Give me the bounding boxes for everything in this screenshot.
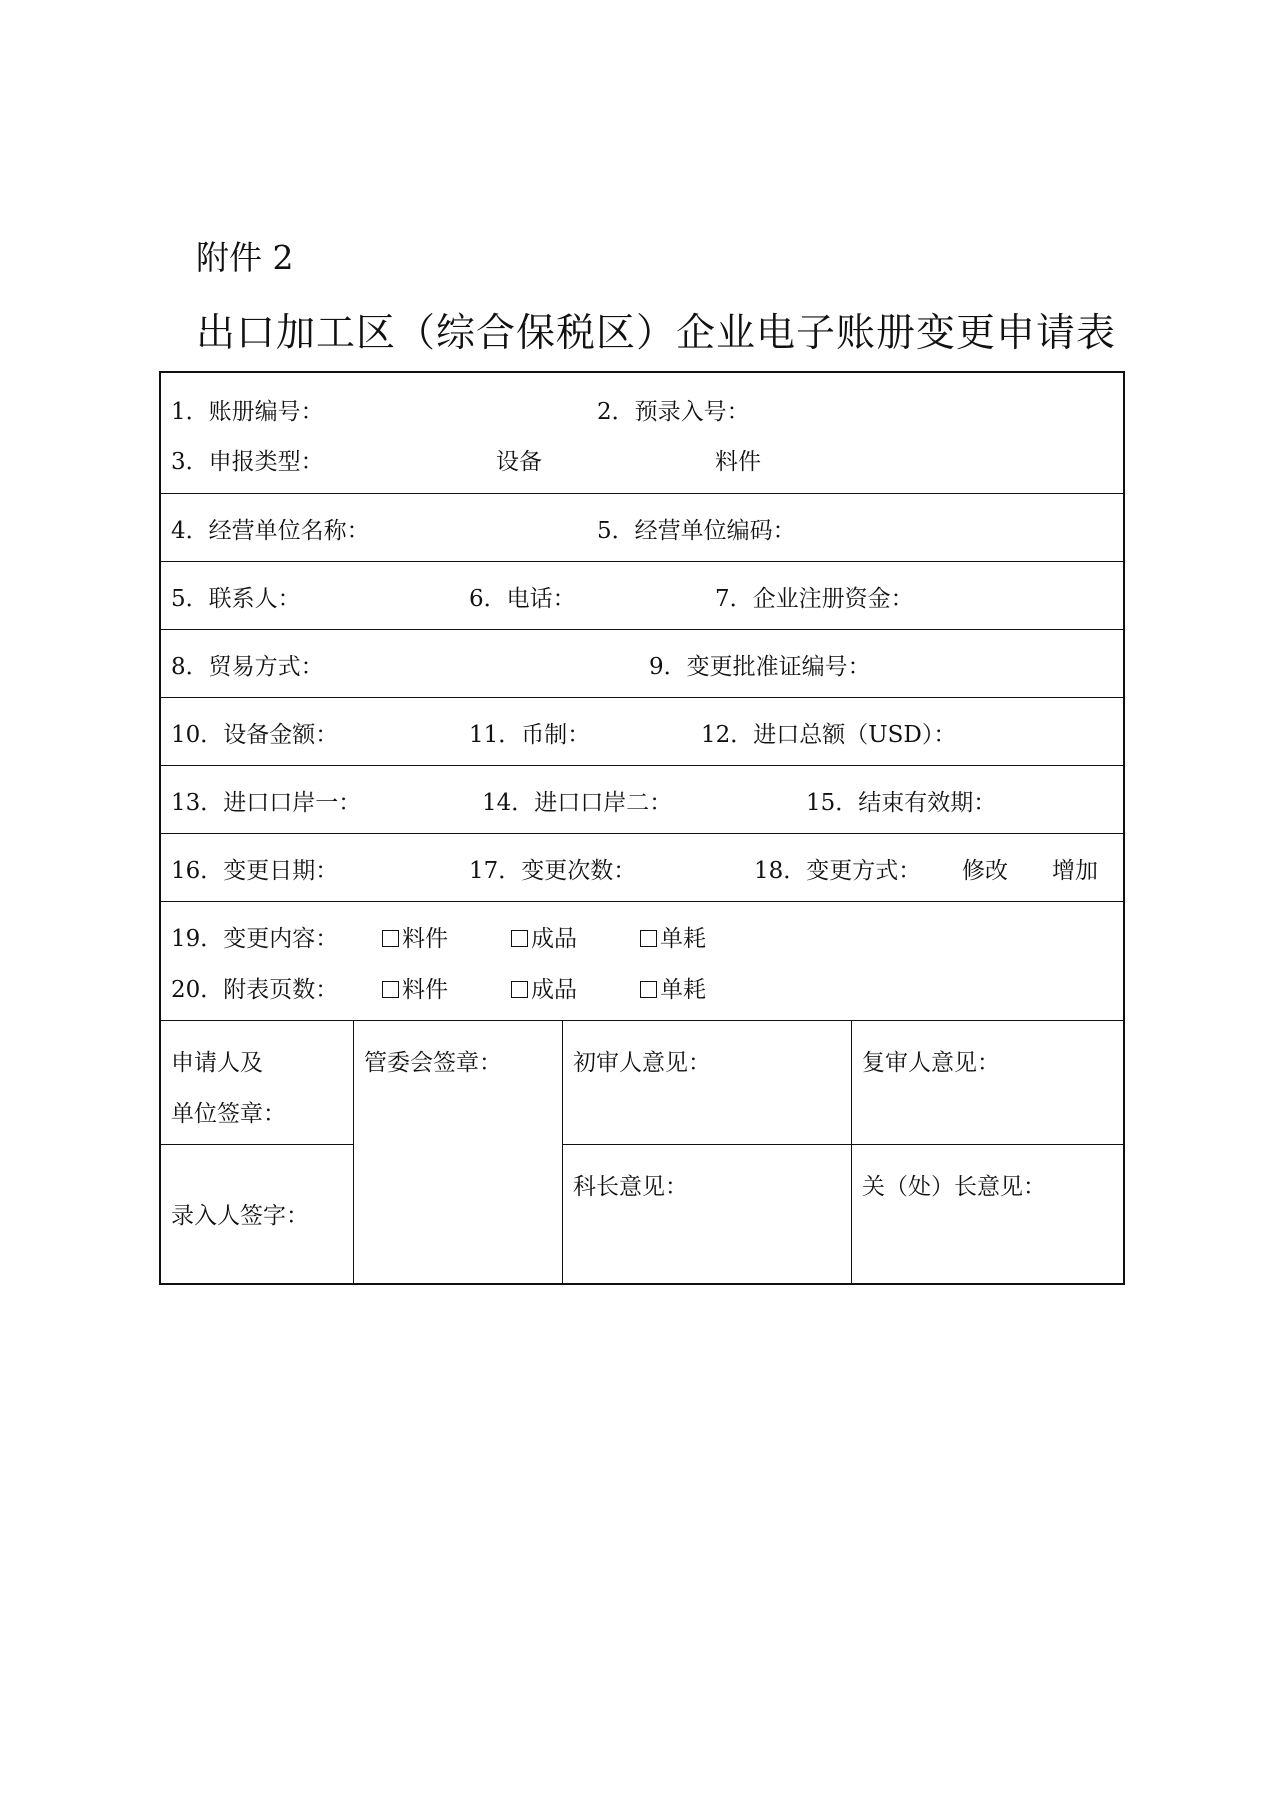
option-modify[interactable]: 修改 [962,858,1008,884]
field-phone[interactable]: 6．电话： [469,586,576,612]
checkbox-label: 单耗 [660,977,706,1003]
cell-divider [562,1144,1123,1145]
checkbox-pages-materials[interactable] [382,971,448,1004]
checkbox-icon[interactable] [382,981,399,998]
field-pre-entry-number[interactable]: 2．预录入号： [597,399,750,425]
field-operating-unit-code[interactable]: 5．经营单位编码： [597,518,796,544]
attachment-label: 附件 2 [196,238,294,277]
field-equipment-amount[interactable]: 10．设备金额： [171,722,339,748]
checkbox-icon[interactable] [511,930,528,947]
field-change-count[interactable]: 17．变更次数： [469,858,637,884]
field-declaration-type: 3．申报类型： [171,449,324,475]
checkbox-label: 成品 [531,977,577,1003]
column-divider [851,1020,852,1283]
column-divider [353,1020,354,1283]
second-reviewer-opinion[interactable]: 复审人意见： [862,1050,1000,1076]
row-divider [161,833,1123,834]
applicant-signature-label[interactable]: 申请人及 [171,1050,263,1076]
field-trade-mode[interactable]: 8．贸易方式： [171,654,324,680]
field-change-date[interactable]: 16．变更日期： [171,858,339,884]
entry-clerk-signature[interactable]: 录入人签字： [171,1203,309,1229]
field-currency[interactable]: 11．币制： [469,722,591,748]
field-ledger-number[interactable]: 1．账册编号： [171,399,324,425]
application-form-table [159,371,1125,1285]
checkbox-icon[interactable] [511,981,528,998]
field-import-total-usd[interactable]: 12．进口总额（USD）： [701,722,957,748]
option-add[interactable]: 增加 [1052,858,1098,884]
checkbox-pages-consumption[interactable] [640,971,706,1004]
checkbox-change-materials[interactable] [382,920,448,953]
field-contact-person[interactable]: 5．联系人： [171,586,301,612]
first-reviewer-opinion[interactable]: 初审人意见： [573,1050,711,1076]
field-change-method: 18．变更方式： [754,858,922,884]
checkbox-icon[interactable] [640,981,657,998]
applicant-signature-label-line2: 单位签章： [171,1101,286,1127]
field-operating-unit-name[interactable]: 4．经营单位名称： [171,518,370,544]
field-expiry-date[interactable]: 15．结束有效期： [806,790,997,816]
checkbox-label: 成品 [531,926,577,952]
row-divider [161,901,1123,902]
row-divider [161,561,1123,562]
column-divider [562,1020,563,1283]
row-divider [161,1020,1123,1021]
field-attached-pages: 20．附表页数： [171,977,339,1003]
section-chief-opinion[interactable]: 科长意见： [573,1174,688,1200]
checkbox-label: 料件 [402,926,448,952]
checkbox-icon[interactable] [640,930,657,947]
row-divider [161,765,1123,766]
checkbox-label: 料件 [402,977,448,1003]
field-registered-capital[interactable]: 7．企业注册资金： [715,586,914,612]
field-approval-cert-number[interactable]: 9．变更批准证编号： [649,654,871,680]
cell-divider [161,1144,354,1145]
field-import-port-2[interactable]: 14．进口口岸二： [482,790,673,816]
field-change-content: 19．变更内容： [171,926,339,952]
form-title: 出口加工区（综合保税区）企业电子账册变更申请表 [196,311,1117,356]
option-equipment[interactable]: 设备 [496,449,542,475]
row-divider [161,493,1123,494]
checkbox-icon[interactable] [382,930,399,947]
row-divider [161,629,1123,630]
checkbox-change-consumption[interactable] [640,920,706,953]
option-materials[interactable]: 料件 [715,449,761,475]
checkbox-label: 单耗 [660,926,706,952]
checkbox-change-finished-goods[interactable] [511,920,577,953]
office-chief-opinion[interactable]: 关（处）长意见： [862,1174,1046,1200]
row-divider [161,697,1123,698]
field-import-port-1[interactable]: 13．进口口岸一： [171,790,362,816]
committee-seal-label[interactable]: 管委会签章： [364,1050,502,1076]
checkbox-pages-finished-goods[interactable] [511,971,577,1004]
